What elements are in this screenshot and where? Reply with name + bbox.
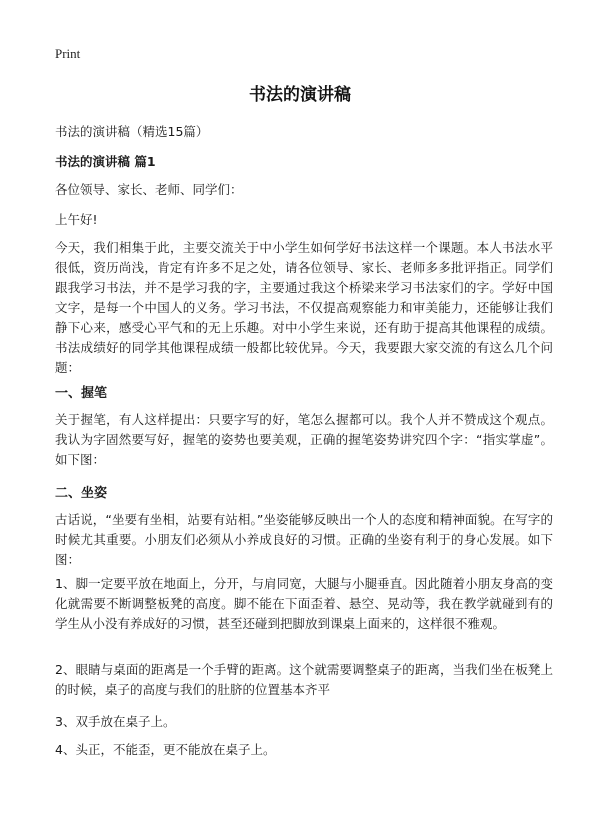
heading-posture: 二、坐姿: [55, 486, 108, 501]
point-3-paragraph: 3、双手放在桌子上。: [55, 714, 176, 729]
point-4-paragraph: 4、头正，不能歪，更不能放在桌子上。: [55, 742, 276, 757]
point-2-paragraph: 2、眼睛与桌面的距离是一个手臂的距离。这个就需要调整桌子的距离，当我们坐在板凳上的时候，桌子的高度与我们的肚脐的位置基本齐平: [55, 662, 553, 697]
grip-paragraph: 关于握笔，有人这样提出：只要字写的好，笔怎么握都可以。我个人并不赞成这个观点。我认为字固然要写好，握笔的姿势也要美观，正确的握笔姿势讲究四个字：“指实掌虚”。如下图：: [55, 412, 553, 467]
greeting-paragraph: 各位领导、家长、老师、同学们：: [55, 182, 243, 197]
print-link[interactable]: Print: [55, 46, 81, 61]
section-title: 书法的演讲稿 篇1: [55, 154, 156, 169]
posture-paragraph: 古话说，“坐要有坐相，站要有站相。”坐姿能够反映出一个人的态度和精神面貌。在写字的时候尤其重要。小朋友们必须从小养成良好的习惯。正确的坐姿有利于的身心发展。如下图：: [55, 512, 553, 567]
page-title: 书法的演讲稿: [249, 85, 351, 105]
hello-paragraph: 上午好!: [55, 212, 98, 227]
document-subtitle: 书法的演讲稿（精选15篇）: [55, 124, 209, 139]
intro-paragraph: 今天，我们相集于此，主要交流关于中小学生如何学好书法这样一个课题。本人书法水平很低，资历尚浅，肯定有许多不足之处，请各位领导、家长、老师多多批评指正。同学们跟我学习书法，并不是学习我的字，主要通过我这个桥梁来学习书法家们的字。学好中国文字，是每一个中国人的义务。学习书法，不仅提高观察能力和审美能力，还能够让我们静下心来，感受心平气和的无上乐趣。对中小学生来说，还有助于提高其他课程的成绩。书法成绩好的同学其他课程成绩一般都比较优异。今天，我要跟大家交流的有这么几个问题：: [55, 240, 553, 375]
heading-grip: 一、握笔: [55, 386, 108, 401]
point-1-paragraph: 1、脚一定要平放在地面上，分开，与肩同宽，大腿与小腿垂直。因此随着小朋友身高的变化就需要不断调整板凳的高度。脚不能在下面歪着、悬空、晃动等，我在教学就碰到有的学生从小没有养成好的习惯，甚至还碰到把脚放到课桌上面来的，这样很不雅观。: [55, 576, 553, 631]
